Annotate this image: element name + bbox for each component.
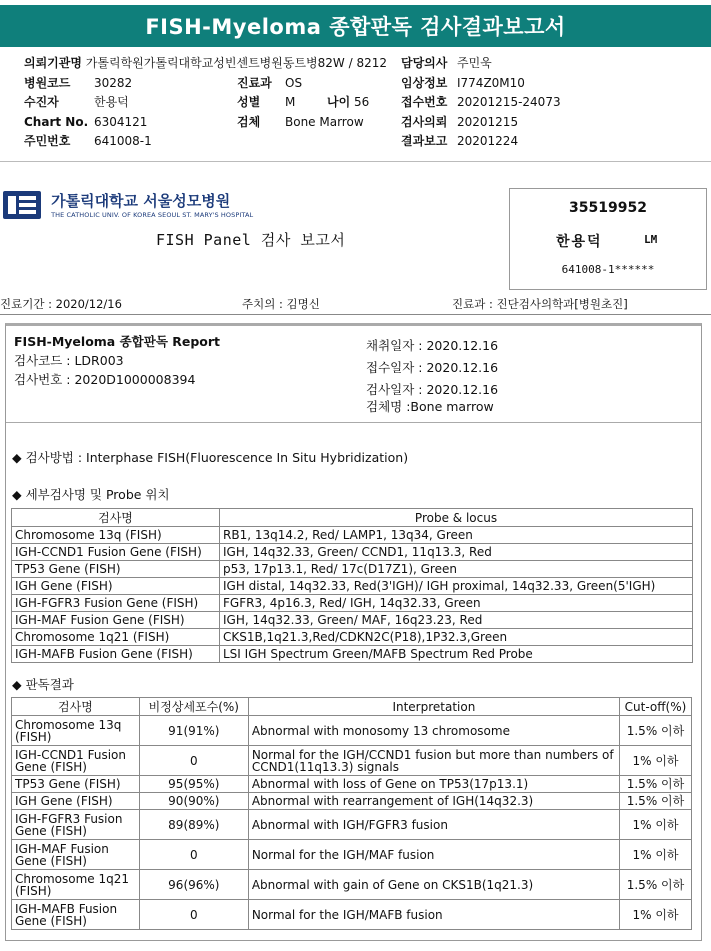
report-date-value: 2020.12.16 (426, 338, 499, 353)
report-panel-title: FISH Panel 검사 보고서 (156, 231, 346, 249)
result-interpretation: Abnormal with rearrangement of IGH(14q32.3) (248, 793, 619, 810)
hospital-subname: THE CATHOLIC UNIV. OF KOREA SEOUL ST. MARY'S HOSPITAL (51, 211, 254, 219)
probe-row (12, 544, 693, 561)
report-meta-right (366, 336, 498, 417)
result-test-name: IGH-MAF Fusion Gene (FISH) (12, 840, 140, 870)
probe-row (12, 629, 693, 646)
report-date-value: 2020.12.16 (426, 382, 499, 397)
result-cutoff: 1.5% 이하 (619, 793, 691, 810)
probe-test-name: IGH-FGFR3 Fusion Gene (FISH) (12, 595, 220, 612)
result-table (11, 697, 692, 930)
report-code: LDR003 (74, 353, 124, 368)
result-cutoff: 1% 이하 (619, 840, 691, 870)
result-interpretation: Normal for the IGH/CCND1 fusion but more than numbers of CCND1(11q13.3) signals (248, 746, 619, 776)
header-label: 수진자 (24, 95, 59, 109)
header-value: OS (285, 75, 303, 90)
header-label: 검체 (237, 114, 261, 129)
probe-locus: FGFR3, 4p16.3, Red/ IGH, 14q32.33, Green (220, 595, 693, 612)
visit-divider (0, 314, 711, 315)
result-interpretation: Normal for the IGH/MAFB fusion (248, 900, 619, 930)
probe-header-cell: 검사명 (12, 509, 220, 527)
header-label: Chart No. (24, 114, 89, 129)
report-banner-title: FISH-Myeloma 종합판독 검사결과보고서 (0, 5, 711, 47)
probe-test-name: IGH-MAFB Fusion Gene (FISH) (12, 646, 220, 663)
result-table-header (12, 698, 692, 716)
method-line: ◆ 검사방법 : Interphase FISH(Fluorescence In Situ Hybridization) (12, 450, 409, 465)
report-panel (5, 323, 702, 941)
result-header-cell: Interpretation (248, 698, 619, 716)
result-abnormal-count: 89(89%) (139, 810, 248, 840)
result-test-name: IGH Gene (FISH) (12, 793, 140, 810)
result-abnormal-count: 91(91%) (139, 716, 248, 746)
result-row (12, 900, 692, 930)
report-date-label: 채취일자 : (366, 338, 427, 353)
header-divider (0, 161, 711, 162)
patient-number: 35519952 (569, 200, 647, 216)
header-value: 20201215-24073 (457, 95, 561, 109)
probe-row (12, 561, 693, 578)
probe-locus: RB1, 13q14.2, Red/ LAMP1, 13q34, Green (220, 527, 693, 544)
header-label: 병원코드 (24, 75, 71, 90)
header-label: 담당의사 (401, 56, 448, 70)
probe-locus: CKS1B,1q21.3,Red/CDKN2C(P18),1P32.3,Green (220, 629, 693, 646)
header-value: 주민욱 (457, 56, 492, 70)
report-date-label: 접수일자 : (366, 360, 427, 375)
probe-locus: IGH, 14q32.33, Green/ MAF, 16q23.23, Red (220, 612, 693, 629)
result-header-cell: 비정상세포수(%) (139, 698, 248, 716)
result-test-name: Chromosome 13q (FISH) (12, 716, 140, 746)
header-value: 20201215 (457, 114, 519, 129)
report-title: FISH-Myeloma 종합판독 Report (14, 334, 221, 349)
result-interpretation: Abnormal with IGH/FGFR3 fusion (248, 810, 619, 840)
result-header-cell: 검사명 (12, 698, 140, 716)
header-value: 641008-1 (94, 134, 152, 148)
header-label: 성별 (237, 95, 261, 109)
result-cutoff: 1.5% 이하 (619, 716, 691, 746)
header-value: I774Z0M10 (457, 75, 525, 90)
report-specimen: Bone marrow (410, 399, 494, 414)
header-label: 임상정보 (401, 75, 448, 90)
header-right-column (401, 54, 561, 152)
probe-header-cell: Probe & locus (220, 509, 693, 527)
visit-dept-label: 진료과 : (452, 297, 497, 311)
report-specimen-label: 검체명 : (366, 399, 411, 414)
probe-row (12, 646, 693, 663)
probe-test-name: Chromosome 1q21 (FISH) (12, 629, 220, 646)
probe-test-name: IGH-MAF Fusion Gene (FISH) (12, 612, 220, 629)
header-mid-column (237, 74, 369, 133)
result-row (12, 870, 692, 900)
header-value: 30282 (94, 75, 133, 90)
probe-test-name: IGH-CCND1 Fusion Gene (FISH) (12, 544, 220, 561)
result-cutoff: 1% 이하 (619, 810, 691, 840)
header-value: 20201224 (457, 134, 519, 148)
hospital-logo (2, 190, 253, 220)
patient-name: 한용덕 (556, 234, 603, 250)
header-age-value: 56 (354, 95, 370, 109)
visit-doctor-label: 주치의 : (242, 297, 287, 311)
header-value: 한용덕 (94, 95, 129, 109)
probe-row (12, 595, 693, 612)
header-label: 접수번호 (401, 95, 448, 109)
header-label: 의뢰기관명 (24, 56, 82, 70)
report-no-label: 검사번호 : (14, 372, 75, 387)
result-abnormal-count: 0 (139, 746, 248, 776)
result-row (12, 810, 692, 840)
result-interpretation: Abnormal with gain of Gene on CKS1B(1q21.3) (248, 870, 619, 900)
visit-date-label: 진료기간 : (0, 297, 56, 311)
header-label: 검사의뢰 (401, 114, 448, 129)
report-meta-left (14, 332, 220, 389)
result-cutoff: 1.5% 이하 (619, 776, 691, 793)
result-interpretation: Abnormal with loss of Gene on TP53(17p13.1) (248, 776, 619, 793)
header-value: Bone Marrow (285, 114, 364, 129)
result-interpretation: Normal for the IGH/MAF fusion (248, 840, 619, 870)
result-cutoff: 1.5% 이하 (619, 870, 691, 900)
result-abnormal-count: 90(90%) (139, 793, 248, 810)
result-cutoff: 1% 이하 (619, 746, 691, 776)
visit-doctor: 김명신 (286, 297, 320, 311)
header-label: 진료과 (237, 75, 272, 90)
probe-row (12, 527, 693, 544)
result-section-heading: ◆ 판독결과 (12, 677, 74, 692)
probe-locus: IGH distal, 14q32.33, Red(3'IGH)/ IGH proximal, 14q32.33, Green(5'IGH) (220, 578, 693, 595)
probe-table-header (12, 509, 693, 527)
header-value: M (285, 95, 296, 109)
patient-reg-number: 641008-1****** (561, 263, 655, 276)
probe-test-name: TP53 Gene (FISH) (12, 561, 220, 578)
result-abnormal-count: 96(96%) (139, 870, 248, 900)
header-label: 주민번호 (24, 134, 71, 148)
report-code-label: 검사코드 : (14, 353, 75, 368)
probe-row (12, 578, 693, 595)
probe-test-name: Chromosome 13q (FISH) (12, 527, 220, 544)
probe-row (12, 612, 693, 629)
probe-section-heading: ◆ 세부검사명 및 Probe 위치 (12, 487, 170, 502)
patient-id-box (509, 188, 707, 290)
probe-locus: IGH, 14q32.33, Green/ CCND1, 11q13.3, Red (220, 544, 693, 561)
hospital-name: 가톨릭대학교 서울성모병원 (51, 192, 231, 210)
result-test-name: TP53 Gene (FISH) (12, 776, 140, 793)
header-label: 결과보고 (401, 134, 448, 148)
result-test-name: IGH-MAFB Fusion Gene (FISH) (12, 900, 140, 930)
report-meta-divider (6, 422, 701, 423)
patient-sex-code: LM (644, 233, 658, 246)
report-date-label: 검사일자 : (366, 382, 427, 397)
header-value: 6304121 (94, 114, 148, 129)
result-abnormal-count: 0 (139, 840, 248, 870)
result-test-name: IGH-CCND1 Fusion Gene (FISH) (12, 746, 140, 776)
result-row (12, 776, 692, 793)
result-row (12, 746, 692, 776)
report-no: 2020D1000008394 (74, 372, 196, 387)
result-abnormal-count: 95(95%) (139, 776, 248, 793)
result-row (12, 716, 692, 746)
header-value: 가톨릭학원가톨릭대학교성빈센트병원 (85, 56, 283, 70)
result-interpretation: Abnormal with monosomy 13 chromosome (248, 716, 619, 746)
probe-locus: p53, 17p13.1, Red/ 17c(D17Z1), Green (220, 561, 693, 578)
result-abnormal-count: 0 (139, 900, 248, 930)
header-age-label: 나이 (327, 95, 351, 109)
hospital-emblem-icon (2, 190, 42, 220)
result-row (12, 793, 692, 810)
probe-locus: LSI IGH Spectrum Green/MAFB Spectrum Red Probe (220, 646, 693, 663)
result-test-name: IGH-FGFR3 Fusion Gene (FISH) (12, 810, 140, 840)
header-ward: 동트병82W / 8212 (282, 56, 387, 70)
result-test-name: Chromosome 1q21 (FISH) (12, 870, 140, 900)
report-date-value: 2020.12.16 (426, 360, 499, 375)
result-cutoff: 1% 이하 (619, 900, 691, 930)
visit-dept: 진단검사의학과[병원초진] (496, 297, 628, 311)
result-row (12, 840, 692, 870)
probe-test-name: IGH Gene (FISH) (12, 578, 220, 595)
probe-table (11, 508, 693, 663)
visit-date: 2020/12/16 (55, 297, 122, 311)
result-header-cell: Cut-off(%) (619, 698, 691, 716)
